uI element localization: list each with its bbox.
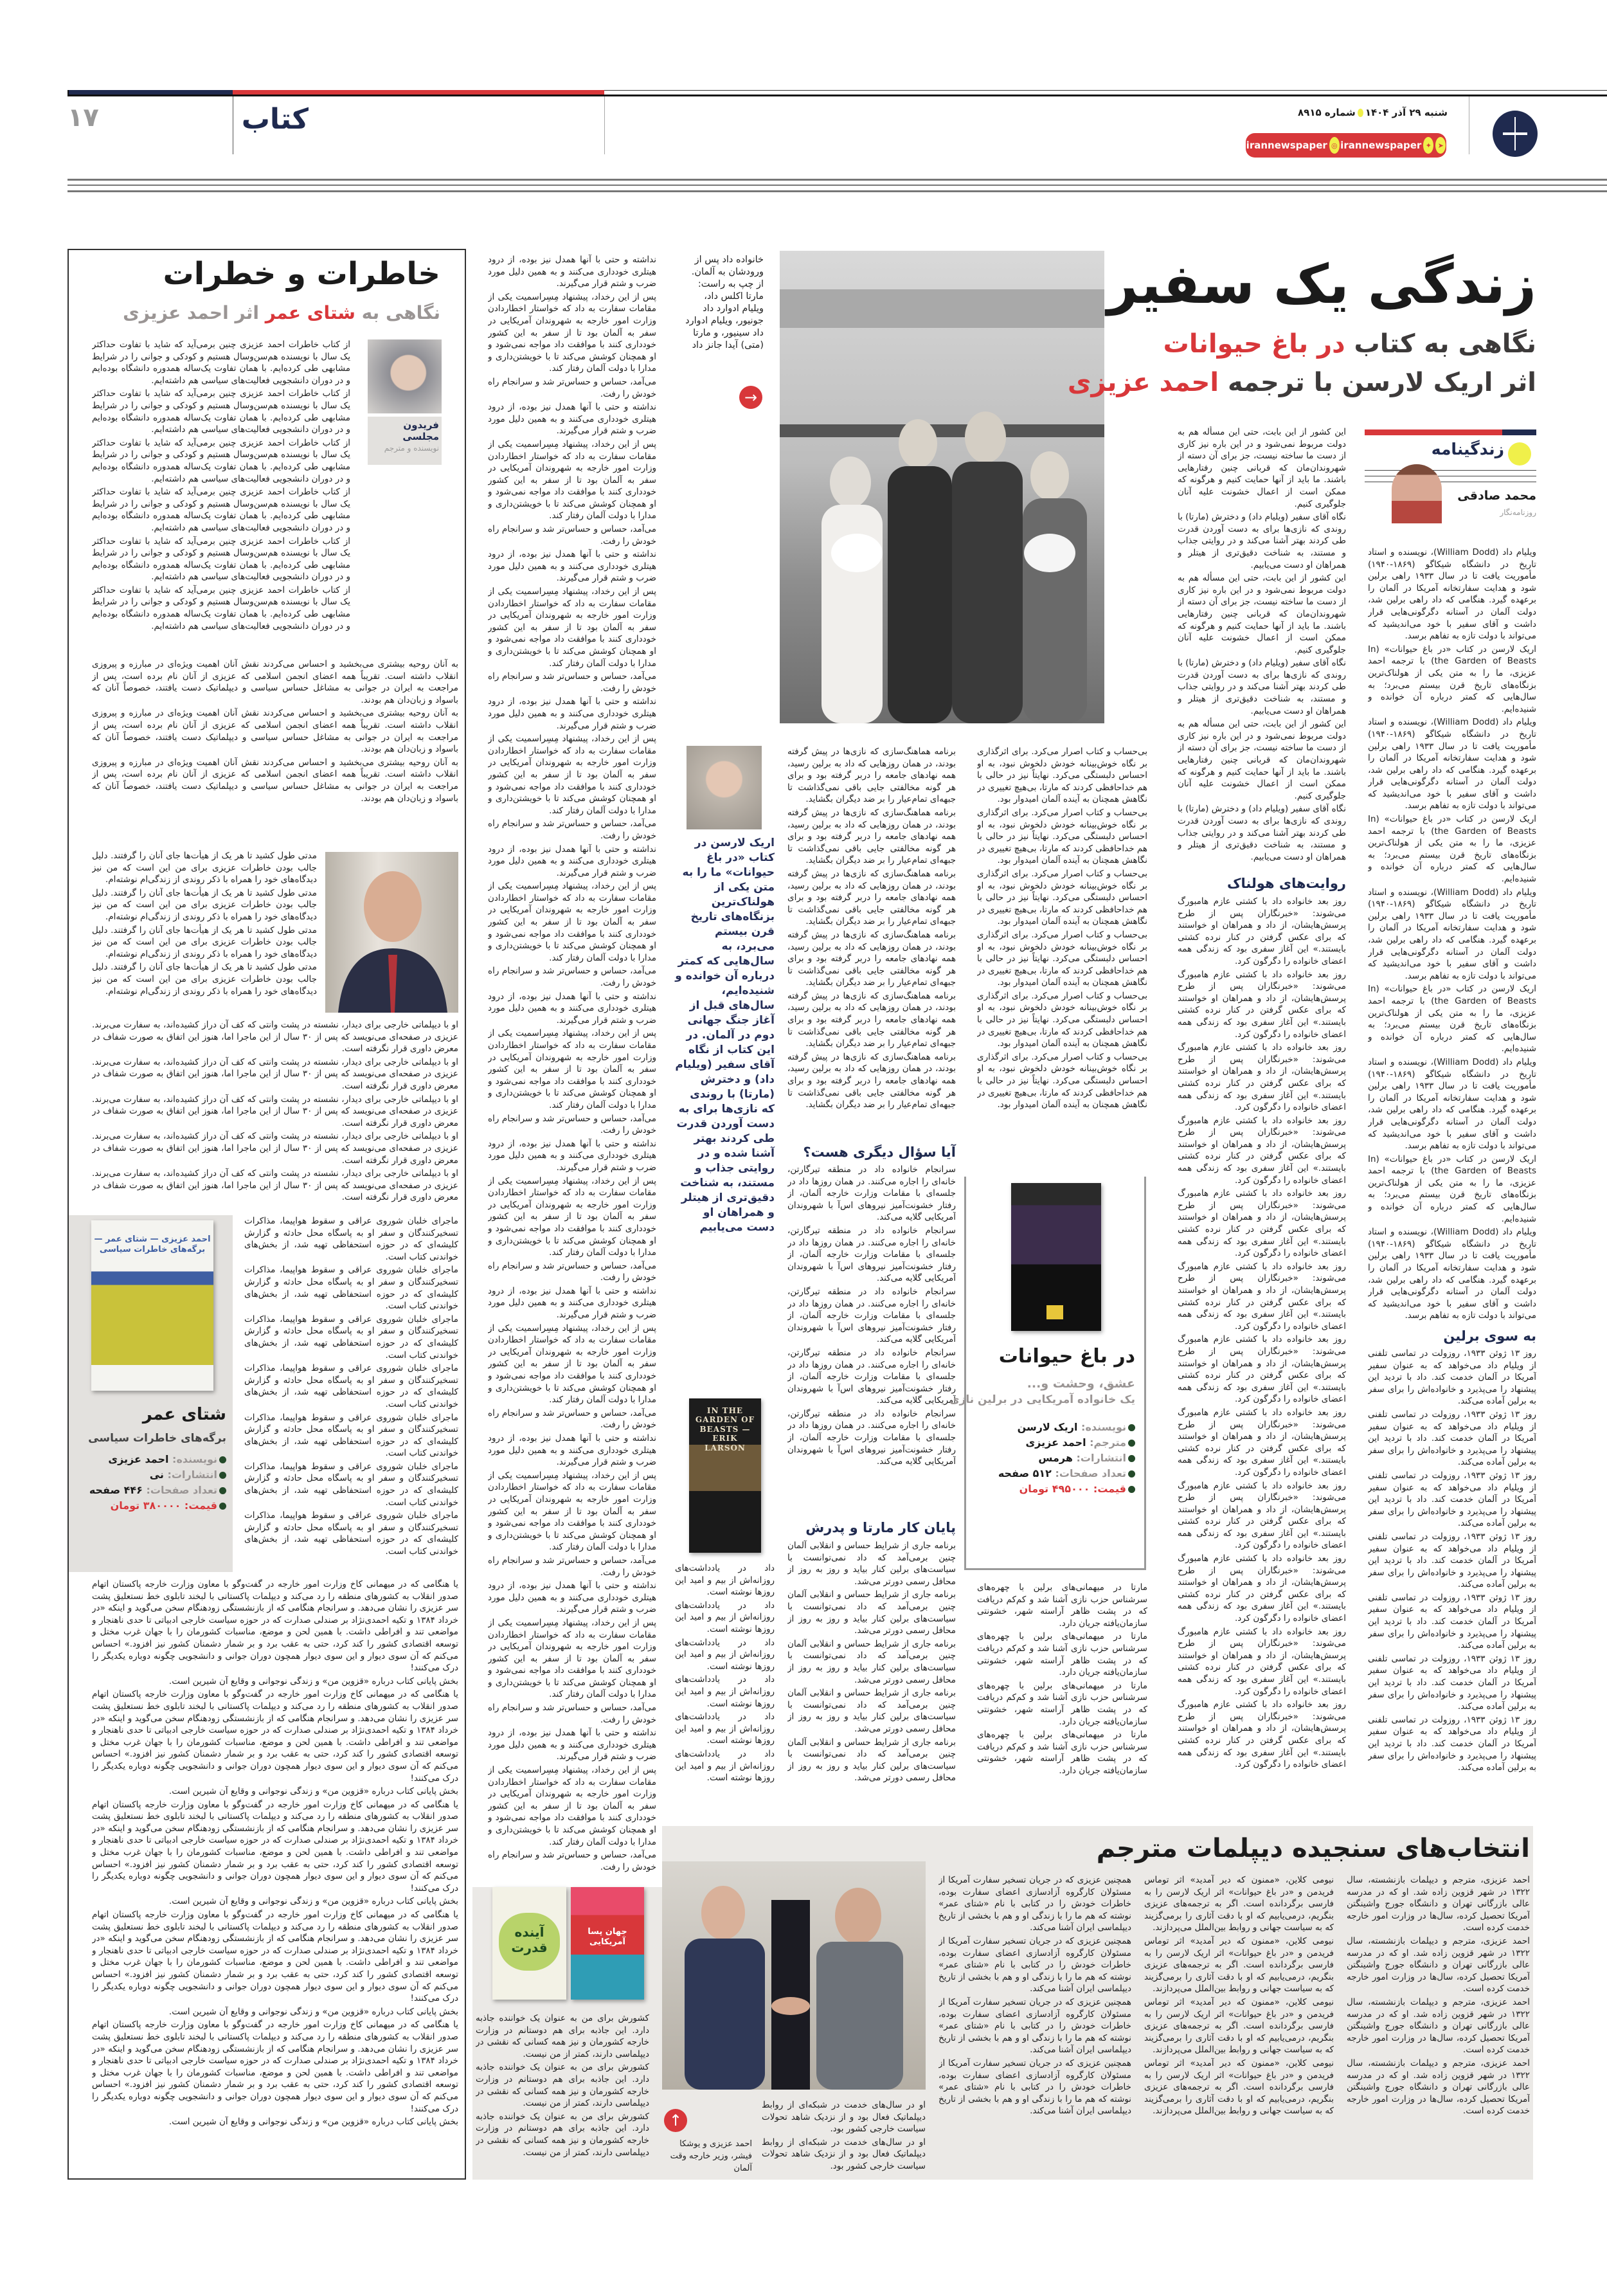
paragraph: داد در یادداشت‌های روزانه‌اش از بیم و امید این روزها نوشته است. bbox=[675, 1563, 775, 1598]
bottom-column bbox=[762, 2099, 926, 2176]
plus-logo-icon bbox=[1493, 111, 1538, 157]
paragraph: مدتی طول کشید تا هر یک از هیأت‌ها جای آنان را گرفتند. دلیل جالب بودن خاطرات عزیزی برای من این است که من نیز دیدگاه‌های خود را همراه با ذکر روندی از زندگی‌ام نوشته‌ام. bbox=[92, 925, 317, 959]
paragraph: روز ۱۳ ژوئن ۱۹۳۳، روزولت در تماسی تلفنی از ویلیام داد می‌خواهد که به عنوان سفیر آمریکا در آلمان خدمت کند. داد با تردید این پیشنهاد را می‌پذیرد و خانواده‌اش را برای سفر به برلین آماده می‌کند. bbox=[1368, 1531, 1536, 1590]
paragraph: روز بعد خانواده داد با کشتی عازم هامبورگ می‌شوند: «خبرنگاران پس از طرح پرسش‌هایشان، از داد و همراهان او خواستند که برای عکس گرفتن در کنار نرده کشتی بایستند.» این آغاز سفری بود که زندگی همه اعضای خانواده را دگرگون کرد. bbox=[1178, 1042, 1346, 1113]
paragraph: همچنین عزیزی که در جریان تسخیر سفارت آمریکا از مسئولان کارگروه آزادسازی اعضای سفارت بوده، خاطرات خودش را در کتابی با نام «شتای عمر» نوشته که هم ما را با زندگی او و هم با بخشی از تاریخ دیپلماسی ایران آشنا می‌کند. bbox=[938, 1875, 1131, 1933]
paragraph: روز ۱۳ ژوئن ۱۹۳۳، روزولت در تماسی تلفنی از ویلیام داد می‌خواهد که به عنوان سفیر آمریکا در آلمان خدمت کند. داد با تردید این پیشنهاد را می‌پذیرد و خانواده‌اش را برای سفر به برلین آماده می‌کند. bbox=[1368, 1653, 1536, 1712]
side-article-subtitle: نگاهی به شتای عمر اثر احمد عزیزی bbox=[123, 302, 440, 323]
paragraph: روز ۱۳ ژوئن ۱۹۳۳، روزولت در تماسی تلفنی از ویلیام داد می‌خواهد که به عنوان سفیر آمریکا در آلمان خدمت کند. داد با تردید این پیشنهاد را می‌پذیرد و خانواده‌اش را برای سفر به برلین آماده می‌کند. bbox=[1368, 1348, 1536, 1407]
instagram-icon: ◎ bbox=[1329, 137, 1340, 154]
paragraph: داد در یادداشت‌های روزانه‌اش از بیم و امید این روزها نوشته است. bbox=[675, 1674, 775, 1709]
book-info-box bbox=[949, 1177, 1146, 1570]
twitter-icon: ✦ bbox=[1423, 137, 1433, 154]
paragraph: روز ۱۳ ژوئن ۱۹۳۳، روزولت در تماسی تلفنی از ویلیام داد می‌خواهد که به عنوان سفیر آمریکا در آلمان خدمت کند. داد با تردید این پیشنهاد را می‌پذیرد و خانواده‌اش را برای سفر به برلین آماده می‌کند. bbox=[1368, 1409, 1536, 1468]
paragraph: نیومی کلاین، «ممنون که دیر آمدید» اثر توماس فریدمن و «در باغ حیوانات» اثر اریک لارسن را به فارسی برگردانده است. اگر به ترجمه‌های عزیزی بنگریم، درمی‌یابیم که او با دقت آثاری را برمی‌گزیند که به سیاست جهانی و روابط بین‌الملل می‌پردازند. bbox=[1144, 2057, 1334, 2117]
paragraph: نیومی کلاین، «ممنون که دیر آمدید» اثر توماس فریدمن و «در باغ حیوانات» اثر اریک لارسن را به فارسی برگردانده است. اگر به ترجمه‌های عزیزی بنگریم، درمی‌یابیم که او با دقت آثاری را برمی‌گزیند که به سیاست جهانی و روابط بین‌الملل می‌پردازند. bbox=[1144, 1996, 1334, 2056]
social-instagram[interactable] bbox=[1246, 137, 1340, 154]
article-column bbox=[1178, 896, 1346, 1811]
paragraph: او با دیپلماتی خارجی برای دیدار، نشسته در پشت وانتی که کف آن دراز کشیده‌اند، به سفارت می‌برند. عزیزی در صفحه‌ای می‌نویسد که پس از ۳۰ سال از این ماجرا اما، هنوز این اتفاق به صورت شفاف در معرض داوری قرار نگرفته است. bbox=[92, 1094, 458, 1128]
paragraph: ویلیام داد (William Dodd)، نویسنده و استاد تاریخ در دانشگاه شیکاگو (۱۸۶۹-۱۹۴۰) مأموریت یافت تا در سال ۱۹۳۳ راهی برلین شود و هدایت سفارتخانه آمریکا در آلمان را برعهده گیرد. هنگامی که داد راهی برلین شد، دولت آلمان در آستانه دگرگونی‌هایی قرار داشت و آقای سفیر با خود می‌اندیشید که می‌تواند با دولت تازه به تفاهم برسد. bbox=[1368, 1227, 1536, 1321]
arrow-up-icon: ↑ bbox=[664, 2109, 687, 2132]
telegram-icon: ➤ bbox=[1435, 137, 1446, 154]
paragraph: بخش پایانی کتاب درباره «قزوین من» و زندگی نوجوانی و وقایع آن شیرین است. bbox=[168, 1896, 458, 1907]
paragraph: مدتی طول کشید تا هر یک از هیأت‌ها جای آنان را گرفتند. دلیل جالب بودن خاطرات عزیزی برای من این است که من نیز دیدگاه‌های خود را همراه با ذکر روندی از زندگی‌ام نوشته‌ام. bbox=[92, 962, 317, 997]
bottom-column bbox=[938, 1874, 1131, 2176]
meta-publisher: انتشارات: نی bbox=[89, 1467, 226, 1483]
issue-date bbox=[1298, 107, 1448, 118]
paragraph: ویلیام داد (William Dodd)، نویسنده و استاد تاریخ در دانشگاه شیکاگو (۱۸۶۹-۱۹۴۰) مأموریت یافت تا در سال ۱۹۳۳ راهی برلین شود و هدایت سفارتخانه آمریکا در آلمان را برعهده گیرد. هنگامی که داد راهی برلین شد، دولت آلمان در آستانه دگرگونی‌هایی قرار داشت و آقای سفیر با خود می‌اندیشید که می‌تواند با دولت تازه به تفاهم برسد. bbox=[1368, 547, 1536, 642]
paragraph: از کتاب خاطرات احمد عزیزی چنین برمی‌آید که شاید با تفاوت حداکثر یک سال با نویسنده هم‌سن‌وسال هستیم و کودکی و جوانی را در شرایط مشابهی طی کرده‌ایم. با همان تفاوت یک‌ساله همدوره دانشگاه بوده‌ایم و در دوران دانشجویی فعالیت‌های سیاسی هم داشته‌ایم. bbox=[92, 388, 350, 435]
family-photo bbox=[780, 251, 1104, 723]
pull-quote: اریک لارسن در کتاب «در باغ حیوانات» ما را به متن یکی از هولناک‌ترین بزنگاه‌های تاریخ قرن بیستم می‌برد، به سال‌هایی که کمتر درباره آن خوانده و شنیده‌ایم، سال‌های قبل از آغاز جنگ جهانی دوم در آلمان. در این کتاب از نگاه آقای سفیر (ویلیام داد) و دخترش (مارتا) با روندی که نازی‌ها برای به دست آوردن قدرت طی کردند بهتر آشنا شده و در روایتی جذاب و مستند، به شناخت دقیق‌تری از هیتلر و همراهان او دست می‌یابیم bbox=[675, 836, 775, 1234]
paragraph: احمد عزیزی، مترجم و دیپلمات بازنشسته، سال ۱۳۲۲ در شهر قزوین زاده شد. او که در مدرسه عالی بازرگانی تهران و دانشگاه جورج واشینگتن آمریکا تحصیل کرده، سال‌ها در وزارت امور خارجه خدمت کرده است. bbox=[1347, 1935, 1530, 1994]
cover-lettering: آینده قدرت bbox=[511, 1924, 548, 1955]
paragraph: کشورش برای من به عنوان یک خواننده جاذبه دارد. این جاذبه برای هم دوستانم در وزارت خارجه کشورمان و نیز همه کسانی که نقشی در دیپلماسی دارند، کمتر از من نیست. bbox=[476, 2062, 649, 2109]
paragraph: بی‌حساب و کتاب اصرار می‌کرد. برای اثرگذاری بر نگاه خوش‌بینانه خودش دلخوش نبود، به او احساس دلبستگی می‌کرد. نهایتاً نیز در حالی با هم خداحافظی کردند که مارتا، بی‌هیچ تغییری در نگاهش همچنان به آینده آلمان امیدوار بود. bbox=[977, 807, 1147, 866]
article-column bbox=[1178, 426, 1346, 870]
divider bbox=[1365, 470, 1536, 471]
paragraph: می‌آمد، حساس و حساس‌تر شد و سرانجام راه خودش را رفت. bbox=[488, 1555, 656, 1578]
book-cover-shetaye-omr bbox=[91, 1220, 213, 1391]
article-column bbox=[1368, 547, 1536, 1324]
paragraph: می‌آمد، حساس و حساس‌تر شد و سرانجام راه خودش را رفت. bbox=[488, 524, 656, 547]
paragraph: می‌آمد، حساس و حساس‌تر شد و سرانجام راه خودش را رفت. bbox=[488, 376, 656, 399]
book-title: شتای عمر bbox=[142, 1405, 226, 1424]
paragraph: سرانجام خانواده داد در منطقه تیرگارتن، خانه‌ای را اجاره می‌کنند. در همان روزها داد در جلسه‌ای با مقامات وزارت خارجه آلمان، از رفتار خشونت‌آمیز نیروهای اس‌آ با شهروندان آمریکایی گلایه می‌کند. bbox=[787, 1286, 956, 1345]
paragraph: برنامه جاری از شرایط حساس و انقلابی آلمان چنین برمی‌آمد که داد نمی‌توانست با سیاست‌های برلین کنار بیاید و روز به روز از محافل رسمی دورتر می‌شد. bbox=[787, 1737, 956, 1784]
paragraph: نداشته و حتی با آنها همدل نیز بوده، از درود هیتلری خودداری می‌کنند و به همین دلیل مورد ضرب و شتم قرار می‌گیرند. bbox=[488, 255, 656, 289]
paragraph: او در سال‌های خدمت در شبکه‌ای از روابط دیپلماتیک فعال بود و از نزدیک شاهد تحولات سیاست خارجی کشور بود. bbox=[762, 2137, 926, 2171]
paragraph: بی‌حساب و کتاب اصرار می‌کرد. برای اثرگذاری بر نگاه خوش‌بینانه خودش دلخوش نبود، به او احساس دلبستگی می‌کرد. نهایتاً نیز در حالی با هم خداحافظی کردند که مارتا، بی‌هیچ تغییری در نگاهش همچنان به آینده آلمان امیدوار بود. bbox=[977, 868, 1147, 927]
paragraph: کشورش برای من به عنوان یک خواننده جاذبه دارد. این جاذبه برای هم دوستانم در وزارت خارجه کشورمان و نیز همه کسانی که نقشی در دیپلماسی دارند، کمتر از من نیست. bbox=[476, 2013, 649, 2059]
paragraph: روز ۱۳ ژوئن ۱۹۳۳، روزولت در تماسی تلفنی از ویلیام داد می‌خواهد که به عنوان سفیر آمریکا در آلمان خدمت کند. داد با تردید این پیشنهاد را می‌پذیرد و خانواده‌اش را برای سفر به برلین آماده می‌کند. bbox=[1368, 1470, 1536, 1529]
paragraph: اریک لارسن در کتاب «در باغ حیوانات» (In the Garden of Beasts) با ترجمه احمد عزیزی، ما را به متن یکی از هولناک‌ترین بزنگاه‌های تاریخ قرن بیستم می‌برد؛ به سال‌هایی که کمتر درباره آن خوانده و شنیده‌ایم. bbox=[1368, 644, 1536, 714]
paragraph: داد در یادداشت‌های روزانه‌اش از بیم و امید این روزها نوشته است. bbox=[675, 1712, 775, 1746]
paragraph: او با دیپلماتی خارجی برای دیدار، نشسته در پشت وانتی که کف آن دراز کشیده‌اند، به سفارت می‌برند. عزیزی در صفحه‌ای می‌نویسد که پس از ۳۰ سال از این ماجرا اما، هنوز این اتفاق به صورت شفاف در معرض داوری قرار نگرفته است. bbox=[92, 1168, 458, 1203]
paragraph: همچنین عزیزی که در جریان تسخیر سفارت آمریکا از مسئولان کارگروه آزادسازی اعضای سفارت بوده، خاطرات خودش را در کتابی با نام «شتای عمر» نوشته که هم ما را با زندگی او و هم با بخشی از تاریخ دیپلماسی ایران آشنا می‌کند. bbox=[938, 1996, 1131, 2056]
paragraph: ماجرای خلبان شوروی عراقی و سقوط هواپیما، مذاکرات تسخیرکنندگان و سفر او به پاسگاه محل حادثه و گزارش کلیشه‌ای که در حوزه استحفاظی تهیه شد، از بخش‌های خواندنی کتاب است. bbox=[244, 1265, 458, 1312]
side-column bbox=[92, 1019, 458, 1212]
paragraph: نداشته و حتی با آنها همدل نیز بوده، از درود هیتلری خودداری می‌کنند و به همین دلیل مورد ضرب و شتم قرار می‌گیرند. bbox=[488, 549, 656, 584]
book-subtitle: عشق، وحشت و... یک خانواده آمریکایی در برلین نازی bbox=[949, 1377, 1135, 1406]
article-column bbox=[787, 1540, 956, 1811]
paragraph: برنامه هماهنگ‌سازی که نازی‌ها در پیش گرفته بودند، در همان روزهایی که داد به برلین رسید، همه نهادهای جامعه را دربر گرفته بود و برای هر گونه مخالفتی جایی باقی نمی‌گذاشت تا جبهه‌ای تمام‌عیار را بر ضد دیگران بگشاید. bbox=[787, 807, 956, 866]
paragraph: برنامه هماهنگ‌سازی که نازی‌ها در پیش گرفته بودند، در همان روزهایی که داد به برلین رسید، همه نهادهای جامعه را دربر گرفته بود و برای هر گونه مخالفتی جایی باقی نمی‌گذاشت تا جبهه‌ای تمام‌عیار را بر ضد دیگران بگشاید. bbox=[787, 929, 956, 988]
paragraph: او با دیپلماتی خارجی برای دیدار، نشسته در پشت وانتی که کف آن دراز کشیده‌اند، به سفارت می‌برند. عزیزی در صفحه‌ای می‌نویسد که پس از ۳۰ سال از این ماجرا اما، هنوز این اتفاق به صورت شفاف در معرض داوری قرار نگرفته است. bbox=[92, 1056, 458, 1091]
paragraph: برنامه جاری از شرایط حساس و انقلابی آلمان چنین برمی‌آمد که داد نمی‌توانست با سیاست‌های برلین کنار بیاید و روز به روز از محافل رسمی دورتر می‌شد. bbox=[787, 1638, 956, 1685]
bottom-section-title: انتخاب‌های سنجیده دیپلمات مترجم bbox=[1096, 1834, 1530, 1863]
paragraph: به آنان روحیه بیشتری می‌بخشید و احساس می‌کردند نقش آنان اهمیت ویژه‌ای در مبارزه و پیروزی انقلاب داشته است. تقریباً همه اعضای انجمن اسلامی که عزیزی از آنان نام برده است، پس از مراجعت به ایران در جوانی به مشاغل حساس سیاسی و دیپلماتیک دست یافتند، خصوصاً آنان که باسواد و زبان‌دان هم بودند. bbox=[92, 757, 458, 804]
side-column bbox=[92, 850, 317, 1014]
paragraph: روز بعد خانواده داد با کشتی عازم هامبورگ می‌شوند: «خبرنگاران پس از طرح پرسش‌هایشان، از داد و همراهان او خواستند که برای عکس گرفتن در کنار نرده کشتی بایستند.» این آغاز سفری بود که زندگی همه اعضای خانواده را دگرگون کرد. bbox=[1178, 1407, 1346, 1478]
paragraph: داد در یادداشت‌های روزانه‌اش از بیم و امید این روزها نوشته است. bbox=[675, 1748, 775, 1784]
paragraph: نداشته و حتی با آنها همدل نیز بوده، از درود هیتلری خودداری می‌کنند و به همین دلیل مورد ضرب و شتم قرار می‌گیرند. bbox=[488, 1138, 656, 1173]
paragraph: بخش پایانی کتاب درباره «قزوین من» و زندگی نوجوانی و وقایع آن شیرین است. bbox=[168, 2006, 458, 2017]
paragraph: اریک لارسن در کتاب «در باغ حیوانات» (In the Garden of Beasts) با ترجمه احمد عزیزی، ما را به متن یکی از هولناک‌ترین بزنگاه‌های تاریخ قرن بیستم می‌برد؛ به سال‌هایی که کمتر درباره آن خوانده و شنیده‌ایم. bbox=[1368, 814, 1536, 885]
main-headline: زندگی یک سفیر bbox=[1107, 253, 1536, 316]
author-role: روزنامه‌نگار bbox=[1500, 508, 1536, 517]
paragraph: بی‌حساب و کتاب اصرار می‌کرد. برای اثرگذاری بر نگاه خوش‌بینانه خودش دلخوش نبود، به او احساس دلبستگی می‌کرد. نهایتاً نیز در حالی با هم خداحافظی کردند که مارتا، بی‌هیچ تغییری در نگاهش همچنان به آینده آلمان امیدوار بود. bbox=[977, 1051, 1147, 1110]
section-heading: پایان کار مارتا و پدرش bbox=[805, 1520, 956, 1535]
book-meta bbox=[89, 1452, 226, 1514]
divider bbox=[604, 96, 605, 154]
paragraph: از کتاب خاطرات احمد عزیزی چنین برمی‌آید که شاید با تفاوت حداکثر یک سال با نویسنده هم‌سن‌وسال هستیم و کودکی و جوانی را در شرایط مشابهی طی کرده‌ایم. با همان تفاوت یک‌ساله همدوره دانشگاه بوده‌ایم و در دوران دانشجویی فعالیت‌های سیاسی هم داشته‌ایم. bbox=[92, 339, 350, 386]
paragraph: یا هنگامی که در میهمانی کاخ وزارت امور خارجه در گفت‌وگو با معاون وزارت خارجه پاکستان اتهام صدور انقلاب به کشورهای منطقه را رد می‌کند و دیپلمات پاکستانی با لبخند تابلوی خط نستعلیق پشت سر عزیزی را نشان می‌دهد. و سرانجام هنگامی که از بازنشستگی زودهنگام سخن می‌گوید و اینکه «در خرداد ۱۳۸۴ و تکیه احمدی‌نژاد بر صندلی صدارت که در حوزه سیاست خارجی ادبیاتی تا حدی ناهنجار و مواضعی تند و افراطی داشت. با همین لحن و موضع، مناسبات کشورمان را با جهان غرب مختل و توسعه اقتصادی کشور را کند کرد، حتی به عقب برد و بر شمار دشمنان کشور نیز افزود.» احساس می‌کنم که آن سوی دیوار و این سوی دیوار همچون دوران جوانی و دانشجویی چگونه دوباره یکدیگر را درک می‌کنند! bbox=[92, 1799, 458, 1894]
paragraph: ویلیام داد (William Dodd)، نویسنده و استاد تاریخ در دانشگاه شیکاگو (۱۸۶۹-۱۹۴۰) مأموریت یافت تا در سال ۱۹۳۳ راهی برلین شود و هدایت سفارتخانه آمریکا در آلمان را برعهده گیرد. هنگامی که داد راهی برلین شد، دولت آلمان در آستانه دگرگونی‌هایی قرار داشت و آقای سفیر با خود می‌اندیشید که می‌تواند با دولت تازه به تفاهم برسد. bbox=[1368, 717, 1536, 811]
paragraph: نیومی کلاین، «ممنون که دیر آمدید» اثر توماس فریدمن و «در باغ حیوانات» اثر اریک لارسن را به فارسی برگردانده است. اگر به ترجمه‌های عزیزی بنگریم، درمی‌یابیم که او با دقت آثاری را برمی‌گزیند که به سیاست جهانی و روابط بین‌الملل می‌پردازند. bbox=[1144, 1935, 1334, 1994]
photo-caption: احمد عزیزی و یوشکا فیشر، وزیر خارجه وقت آلمان bbox=[670, 2139, 752, 2173]
paragraph: اریک لارسن در کتاب «در باغ حیوانات» (In the Garden of Beasts) با ترجمه احمد عزیزی، ما را به متن یکی از هولناک‌ترین بزنگاه‌های تاریخ قرن بیستم می‌برد؛ به سال‌هایی که کمتر درباره آن خوانده و شنیده‌ایم. bbox=[1368, 1153, 1536, 1224]
paragraph: او در سال‌های خدمت در شبکه‌ای از روابط دیپلماتیک فعال بود و از نزدیک شاهد تحولات سیاست خارجی کشور بود. bbox=[762, 2100, 926, 2135]
paragraph: یا هنگامی که در میهمانی کاخ وزارت امور خارجه در گفت‌وگو با معاون وزارت خارجه پاکستان اتهام صدور انقلاب به کشورهای منطقه را رد می‌کند و دیپلمات پاکستانی با لبخند تابلوی خط نستعلیق پشت سر عزیزی را نشان می‌دهد. و سرانجام هنگامی که از بازنشستگی زودهنگام سخن می‌گوید و اینکه «در خرداد ۱۳۸۴ و تکیه احمدی‌نژاد بر صندلی صدارت که در حوزه سیاست خارجی ادبیاتی تا حدی ناهنجار و مواضعی تند و افراطی داشت. با همین لحن و موضع، مناسبات کشورمان را با جهان غرب مختل و توسعه اقتصادی کشور را کند کرد، حتی به عقب برد و بر شمار دشمنان کشور نیز افزود.» احساس می‌کنم که آن سوی دیوار و این سوی دیوار همچون دوران جوانی و دانشجویی چگونه دوباره یکدیگر را درک می‌کنند! bbox=[92, 1910, 458, 2004]
paragraph: بی‌حساب و کتاب اصرار می‌کرد. برای اثرگذاری بر نگاه خوش‌بینانه خودش دلخوش نبود، به او احساس دلبستگی می‌کرد. نهایتاً نیز در حالی با هم خداحافظی کردند که مارتا، بی‌هیچ تغییری در نگاهش همچنان به آینده آلمان امیدوار بود. bbox=[977, 929, 1147, 988]
social-handle: irannewspaper bbox=[1340, 140, 1422, 151]
paragraph: نگاه آقای سفیر (ویلیام داد) و دخترش (مارتا) با روندی که نازی‌ها برای به دست آوردن قدرت طی کردند بهتر آشنا می‌کند و در روایتی جذاب و مستند، به شناخت دقیق‌تری از هیتلر و همراهان او دست می‌یابیم. bbox=[1178, 658, 1346, 716]
paragraph: روز بعد خانواده داد با کشتی عازم هامبورگ می‌شوند: «خبرنگاران پس از طرح پرسش‌هایشان، از داد و همراهان او خواستند که برای عکس گرفتن در کنار نرده کشتی بایستند.» این آغاز سفری بود که زندگی همه اعضای خانواده را دگرگون کرد. bbox=[1178, 969, 1346, 1040]
paragraph: روز ۱۳ ژوئن ۱۹۳۳، روزولت در تماسی تلفنی از ویلیام داد می‌خواهد که به عنوان سفیر آمریکا در آلمان خدمت کند. داد با تردید این پیشنهاد را می‌پذیرد و خانواده‌اش را برای سفر به برلین آماده می‌کند. bbox=[1368, 1592, 1536, 1651]
bottom-column bbox=[1347, 1874, 1530, 2176]
paragraph: از کتاب خاطرات احمد عزیزی چنین برمی‌آید که شاید با تفاوت حداکثر یک سال با نویسنده هم‌سن‌وسال هستیم و کودکی و جوانی را در شرایط مشابهی طی کرده‌ایم. با همان تفاوت یک‌ساله همدوره دانشگاه بوده‌ایم و در دوران دانشجویی فعالیت‌های سیاسی هم داشته‌ایم. bbox=[92, 536, 350, 583]
paragraph: به آنان روحیه بیشتری می‌بخشید و احساس می‌کردند نقش آنان اهمیت ویژه‌ای در مبارزه و پیروزی انقلاب داشته است. تقریباً همه اعضای انجمن اسلامی که عزیزی از آنان نام برده است، پس از مراجعت به ایران در جوانی به مشاغل حساس سیاسی و دیپلماتیک دست یافتند، خصوصاً آنان که باسواد و زبان‌دان هم بودند. bbox=[92, 659, 458, 705]
paragraph: روز بعد خانواده داد با کشتی عازم هامبورگ می‌شوند: «خبرنگاران پس از طرح پرسش‌هایشان، از داد و همراهان او خواستند که برای عکس گرفتن در کنار نرده کشتی بایستند.» این آغاز سفری بود که زندگی همه اعضای خانواده را دگرگون کرد. bbox=[1178, 1261, 1346, 1332]
paragraph: این کشور از این بابت، حتی این مسأله هم به دولت مربوط نمی‌شود و در این باره نیز کاری از دست ما ساخته نیست، جز برای آن دسته از شهروندان‌مان که قربانی چنین رفتارهایی باشند. ما باید از آنها حمایت کنیم و هرگونه که ممکن است از اعمال خشونت علیه آنان جلوگیری کنیم. bbox=[1178, 573, 1346, 655]
main-subtitle-2: اثر اریک لارسن با ترجمه احمد عزیزی bbox=[1067, 368, 1536, 397]
side-column bbox=[92, 658, 458, 845]
paragraph: می‌آمد، حساس و حساس‌تر شد و سرانجام راه خودش را رفت. bbox=[488, 1113, 656, 1136]
bio-bar bbox=[1365, 429, 1536, 435]
paragraph: نداشته و حتی با آنها همدل نیز بوده، از درود هیتلری خودداری می‌کنند و به همین دلیل مورد ضرب و شتم قرار می‌گیرند. bbox=[488, 1728, 656, 1762]
paragraph: سرانجام خانواده داد در منطقه تیرگارتن، خانه‌ای را اجاره می‌کنند. در همان روزها داد در جلسه‌ای با مقامات وزارت خارجه آلمان، از رفتار خشونت‌آمیز نیروهای اس‌آ با شهروندان آمریکایی گلایه می‌کند. bbox=[787, 1408, 956, 1467]
article-column bbox=[787, 1164, 956, 1514]
paragraph: می‌آمد، حساس و حساس‌تر شد و سرانجام راه خودش را رفت. bbox=[488, 671, 656, 694]
paragraph: روز بعد خانواده داد با کشتی عازم هامبورگ می‌شوند: «خبرنگاران پس از طرح پرسش‌هایشان، از داد و همراهان او خواستند که برای عکس گرفتن در کنار نرده کشتی بایستند.» این آغاز سفری بود که زندگی همه اعضای خانواده را دگرگون کرد. bbox=[1178, 1188, 1346, 1259]
author-portrait bbox=[1392, 464, 1442, 523]
arrow-right-icon: → bbox=[739, 386, 762, 409]
paragraph: پس از این رخداد، پیشنهاد مِسِراسمیت یکی از مقامات سفارت به داد که خواستار اخطاردادن وزارت امور خارجه به شهروندان آمریکایی در سفر به آلمان بود تا از سفر به این کشور خودداری کنند با موافقت داد مواجه نمی‌شود و او همچنان کوشش می‌کند تا با خویشتن‌داری و مدارا با دولت آلمان رفتار کند. bbox=[488, 1765, 656, 1847]
social-telegram-twitter[interactable] bbox=[1340, 137, 1446, 154]
side-book-box bbox=[69, 1215, 233, 1572]
book-cover-larson-english bbox=[689, 1398, 761, 1553]
article-column bbox=[977, 1582, 1147, 1811]
section-title: کتاب bbox=[241, 103, 309, 136]
paragraph: اریک لارسن در کتاب «در باغ حیوانات» (In the Garden of Beasts) با ترجمه احمد عزیزی، ما را به متن یکی از هولناک‌ترین بزنگاه‌های تاریخ قرن بیستم می‌برد؛ به سال‌هایی که کمتر درباره آن خوانده و شنیده‌ایم. bbox=[1368, 984, 1536, 1054]
meta-price: قیمت: ۴۹۵۰۰۰ تومان bbox=[998, 1481, 1135, 1497]
article-column bbox=[675, 1562, 775, 1811]
bio-label: زندگینامه bbox=[1431, 440, 1504, 458]
paragraph: از کتاب خاطرات احمد عزیزی چنین برمی‌آید که شاید با تفاوت حداکثر یک سال با نویسنده هم‌سن‌وسال هستیم و کودکی و جوانی را در شرایط مشابهی طی کرده‌ایم. با همان تفاوت یک‌ساله همدوره دانشگاه بوده‌ایم و در دوران دانشجویی فعالیت‌های سیاسی هم داشته‌ایم. bbox=[92, 584, 350, 631]
paragraph: نداشته و حتی با آنها همدل نیز بوده، از درود هیتلری خودداری می‌کنند و به همین دلیل مورد ضرب و شتم قرار می‌گیرند. bbox=[488, 1433, 656, 1468]
section-heading: آیا سؤال دیگری هست؟ bbox=[803, 1144, 956, 1160]
paragraph: از کتاب خاطرات احمد عزیزی چنین برمی‌آید که شاید با تفاوت حداکثر یک سال با نویسنده هم‌سن‌وسال هستیم و کودکی و جوانی را در شرایط مشابهی طی کرده‌ایم. با همان تفاوت یک‌ساله همدوره دانشگاه بوده‌ایم و در دوران دانشجویی فعالیت‌های سیاسی هم داشته‌ایم. bbox=[92, 487, 350, 533]
cover-lettering: جهان پسا آمریکایی bbox=[588, 1927, 627, 1947]
meta-author: نویسنده: احمد عزیزی bbox=[89, 1452, 226, 1467]
paragraph: مارتا در میهمانی‌های برلین با چهره‌های سرشناس حزب نازی آشنا شد و کم‌کم دریافت که در پشت ظاهر آراسته شهر، خشونتی سازمان‌یافته جریان دارد. bbox=[977, 1680, 1147, 1727]
paragraph: ماجرای خلبان شوروی عراقی و سقوط هواپیما، مذاکرات تسخیرکنندگان و سفر او به پاسگاه محل حادثه و گزارش کلیشه‌ای که در حوزه استحفاظی تهیه شد، از بخش‌های خواندنی کتاب است. bbox=[244, 1510, 458, 1557]
divider bbox=[67, 190, 1607, 192]
side-article-title: خاطرات و خطرات bbox=[163, 256, 440, 292]
paragraph: به آنان روحیه بیشتری می‌بخشید و احساس می‌کردند نقش آنان اهمیت ویژه‌ای در مبارزه و پیروزی انقلاب داشته است. تقریباً همه اعضای انجمن اسلامی که عزیزی از آنان نام برده است، پس از مراجعت به ایران در جوانی به مشاغل حساس سیاسی و دیپلماتیک دست یافتند، خصوصاً آنان که باسواد و زبان‌دان هم بودند. bbox=[92, 708, 458, 755]
paragraph: نداشته و حتی با آنها همدل نیز بوده، از درود هیتلری خودداری می‌کنند و به همین دلیل مورد ضرب و شتم قرار می‌گیرند. bbox=[488, 991, 656, 1026]
paragraph: بی‌حساب و کتاب اصرار می‌کرد. برای اثرگذاری بر نگاه خوش‌بینانه خودش دلخوش نبود، به او احساس دلبستگی می‌کرد. نهایتاً نیز در حالی با هم خداحافظی کردند که مارتا، بی‌هیچ تغییری در نگاهش همچنان به آینده آلمان امیدوار بود. bbox=[977, 990, 1147, 1049]
meta-pages: تعداد صفحات: ۴۴۶ صفحه bbox=[89, 1483, 226, 1498]
meta-pages: تعداد صفحات: ۵۱۲ صفحه bbox=[998, 1466, 1135, 1481]
paragraph: می‌آمد، حساس و حساس‌تر شد و سرانجام راه خودش را رفت. bbox=[488, 1260, 656, 1283]
paragraph: یا هنگامی که در میهمانی کاخ وزارت امور خارجه در گفت‌وگو با معاون وزارت خارجه پاکستان اتهام صدور انقلاب به کشورهای منطقه را رد می‌کند و دیپلمات پاکستانی با لبخند تابلوی خط نستعلیق پشت سر عزیزی را نشان می‌دهد. و سرانجام هنگامی که از بازنشستگی زودهنگام سخن می‌گوید و اینکه «در خرداد ۱۳۸۴ و تکیه احمدی‌نژاد بر صندلی صدارت که در حوزه سیاست خارجی ادبیاتی تا حدی ناهنجار و مواضعی تند و افراطی داشت. با همین لحن و موضع، مناسبات کشورمان را با جهان غرب مختل و توسعه اقتصادی کشور را کند کرد، حتی به عقب برد و بر شمار دشمنان کشور نیز افزود.» احساس می‌کنم که آن سوی دیوار و این سوی دیوار همچون دوران جوانی و دانشجویی چگونه دوباره یکدیگر را درک می‌کنند! bbox=[92, 1579, 458, 1674]
paragraph: روز بعد خانواده داد با کشتی عازم هامبورگ می‌شوند: «خبرنگاران پس از طرح پرسش‌هایشان، از داد و همراهان او خواستند که برای عکس گرفتن در کنار نرده کشتی بایستند.» این آغاز سفری بود که زندگی همه اعضای خانواده را دگرگون کرد. bbox=[1178, 1480, 1346, 1551]
fereydoun-majlesi-portrait bbox=[368, 339, 442, 413]
paragraph: برنامه جاری از شرایط حساس و انقلابی آلمان چنین برمی‌آمد که داد نمی‌توانست با سیاست‌های برلین کنار بیاید و روز به روز از محافل رسمی دورتر می‌شد. bbox=[787, 1688, 956, 1734]
paragraph: ماجرای خلبان شوروی عراقی و سقوط هواپیما، مذاکرات تسخیرکنندگان و سفر او به پاسگاه محل حادثه و گزارش کلیشه‌ای که در حوزه استحفاظی تهیه شد، از بخش‌های خواندنی کتاب است. bbox=[244, 1461, 458, 1508]
issue-number: شماره ۸۹۱۵ bbox=[1298, 107, 1356, 118]
paragraph: ماجرای خلبان شوروی عراقی و سقوط هواپیما، مذاکرات تسخیرکنندگان و سفر او به پاسگاه محل حادثه و گزارش کلیشه‌ای که در حوزه استحفاظی تهیه شد، از بخش‌های خواندنی کتاب است. bbox=[244, 1363, 458, 1409]
paragraph: می‌آمد، حساس و حساس‌تر شد و سرانجام راه خودش را رفت. bbox=[488, 1407, 656, 1431]
paragraph: روز ۱۳ ژوئن ۱۹۳۳، روزولت در تماسی تلفنی از ویلیام داد می‌خواهد که به عنوان سفیر آمریکا در آلمان خدمت کند. داد با تردید این پیشنهاد را می‌پذیرد و خانواده‌اش را برای سفر به برلین آماده می‌کند. bbox=[1368, 1714, 1536, 1773]
paragraph: پس از این رخداد، پیشنهاد مِسِراسمیت یکی از مقامات سفارت به داد که خواستار اخطاردادن وزارت امور خارجه به شهروندان آمریکایی در سفر به آلمان بود تا از سفر به این کشور خودداری کنند با موافقت داد مواجه نمی‌شود و او همچنان کوشش می‌کند تا با خویشتن‌داری و مدارا با دولت آلمان رفتار کند. bbox=[488, 291, 656, 374]
paragraph: همچنین عزیزی که در جریان تسخیر سفارت آمریکا از مسئولان کارگروه آزادسازی اعضای سفارت بوده، خاطرات خودش را در کتابی با نام «شتای عمر» نوشته که هم ما را با زندگی او و هم با بخشی از تاریخ دیپلماسی ایران آشنا می‌کند. bbox=[938, 1935, 1131, 1994]
author-name: محمد صادقی bbox=[1457, 489, 1536, 503]
paragraph: احمد عزیزی، مترجم و دیپلمات بازنشسته، سال ۱۳۲۲ در شهر قزوین زاده شد. او که در مدرسه عالی بازرگانی تهران و دانشگاه جورج واشینگتن آمریکا تحصیل کرده، سال‌ها در وزارت امور خارجه خدمت کرده است. bbox=[1347, 1875, 1530, 1933]
paragraph: احمد عزیزی، مترجم و دیپلمات بازنشسته، سال ۱۳۲۲ در شهر قزوین زاده شد. او که در مدرسه عالی بازرگانی تهران و دانشگاه جورج واشینگتن آمریکا تحصیل کرده، سال‌ها در وزارت امور خارجه خدمت کرده است. bbox=[1347, 2057, 1530, 2117]
side-column bbox=[244, 1215, 458, 1572]
bottom-column bbox=[476, 2012, 649, 2176]
bullet-dot-icon bbox=[1508, 442, 1531, 466]
paragraph: روز بعد خانواده داد با کشتی عازم هامبورگ می‌شوند: «خبرنگاران پس از طرح پرسش‌هایشان، از داد و همراهان او خواستند که برای عکس گرفتن در کنار نرده کشتی بایستند.» این آغاز سفری بود که زندگی همه اعضای خانواده را دگرگون کرد. bbox=[1178, 1334, 1346, 1405]
portrait-caption: فریدون مجلسی نویسنده و مترجم bbox=[368, 417, 442, 465]
book-meta bbox=[998, 1420, 1135, 1497]
paragraph: نداشته و حتی با آنها همدل نیز بوده، از درود هیتلری خودداری می‌کنند و به همین دلیل مورد ضرب و شتم قرار می‌گیرند. bbox=[488, 696, 656, 731]
paragraph: ویلیام داد (William Dodd)، نویسنده و استاد تاریخ در دانشگاه شیکاگو (۱۸۶۹-۱۹۴۰) مأموریت یافت تا در سال ۱۹۳۳ راهی برلین شود و هدایت سفارتخانه آمریکا در آلمان را برعهده گیرد. هنگامی که داد راهی برلین شد، دولت آلمان در آستانه دگرگونی‌هایی قرار داشت و آقای سفیر با خود می‌اندیشید که می‌تواند با دولت تازه به تفاهم برسد. bbox=[1368, 887, 1536, 981]
paragraph: برنامه هماهنگ‌سازی که نازی‌ها در پیش گرفته بودند، در همان روزهایی که داد به برلین رسید، همه نهادهای جامعه را دربر گرفته بود و برای هر گونه مخالفتی جایی باقی نمی‌گذاشت تا جبهه‌ای تمام‌عیار را بر ضد دیگران بگشاید. bbox=[787, 1051, 956, 1110]
paragraph: ماجرای خلبان شوروی عراقی و سقوط هواپیما، مذاکرات تسخیرکنندگان و سفر او به پاسگاه محل حادثه و گزارش کلیشه‌ای که در حوزه استحفاظی تهیه شد، از بخش‌های خواندنی کتاب است. bbox=[244, 1412, 458, 1459]
paragraph: پس از این رخداد، پیشنهاد مِسِراسمیت یکی از مقامات سفارت به داد که خواستار اخطاردادن وزارت امور خارجه به شهروندان آمریکایی در سفر به آلمان بود تا از سفر به این کشور خودداری کنند با موافقت داد مواجه نمی‌شود و او همچنان کوشش می‌کند تا با خویشتن‌داری و مدارا با دولت آلمان رفتار کند. bbox=[488, 1323, 656, 1406]
paragraph: روز بعد خانواده داد با کشتی عازم هامبورگ می‌شوند: «خبرنگاران پس از طرح پرسش‌هایشان، از داد و همراهان او خواستند که برای عکس گرفتن در کنار نرده کشتی بایستند.» این آغاز سفری بود که زندگی همه اعضای خانواده را دگرگون کرد. bbox=[1178, 1553, 1346, 1624]
paragraph: برنامه جاری از شرایط حساس و انقلابی آلمان چنین برمی‌آمد که داد نمی‌توانست با سیاست‌های برلین کنار بیاید و روز به روز از محافل رسمی دورتر می‌شد. bbox=[787, 1541, 956, 1587]
book-cover-ayandeh-ghodrat bbox=[492, 1887, 566, 2000]
book-cover-in-the-garden bbox=[1011, 1183, 1101, 1331]
book-title: در باغ حیوانات bbox=[998, 1345, 1135, 1368]
book-cover-post-american-world bbox=[571, 1887, 644, 2000]
page-number: ۱۷ bbox=[67, 103, 99, 132]
paragraph: یا هنگامی که در میهمانی کاخ وزارت امور خارجه در گفت‌وگو با معاون وزارت خارجه پاکستان اتهام صدور انقلاب به کشورهای منطقه را رد می‌کند و دیپلمات پاکستانی با لبخند تابلوی خط نستعلیق پشت سر عزیزی را نشان می‌دهد. و سرانجام هنگامی که از بازنشستگی زودهنگام سخن می‌گوید و اینکه «در خرداد ۱۳۸۴ و تکیه احمدی‌نژاد بر صندلی صدارت که در حوزه سیاست خارجی ادبیاتی تا حدی ناهنجار و مواضعی تند و افراطی داشت. با همین لحن و موضع، مناسبات کشورمان را با جهان غرب مختل و توسعه اقتصادی کشور را کند کرد، حتی به عقب برد و بر شمار دشمنان کشور نیز افزود.» احساس می‌کنم که آن سوی دیوار و این سوی دیوار همچون دوران جوانی و دانشجویی چگونه دوباره یکدیگر را درک می‌کنند! bbox=[92, 2020, 458, 2114]
paragraph: سرانجام خانواده داد در منطقه تیرگارتن، خانه‌ای را اجاره می‌کنند. در همان روزها داد در جلسه‌ای با مقامات وزارت خارجه آلمان، از رفتار خشونت‌آمیز نیروهای اس‌آ با شهروندان آمریکایی گلایه می‌کند. bbox=[787, 1225, 956, 1284]
paragraph: نداشته و حتی با آنها همدل نیز بوده، از درود هیتلری خودداری می‌کنند و به همین دلیل مورد ضرب و شتم قرار می‌گیرند. bbox=[488, 1285, 656, 1321]
paragraph: همچنین عزیزی که در جریان تسخیر سفارت آمریکا از مسئولان کارگروه آزادسازی اعضای سفارت بوده، خاطرات خودش را در کتابی با نام «شتای عمر» نوشته که هم ما را با زندگی او و هم با بخشی از تاریخ دیپلماسی ایران آشنا می‌کند. bbox=[938, 2057, 1131, 2117]
paragraph: داد در یادداشت‌های روزانه‌اش از بیم و امید این روزها نوشته است. bbox=[675, 1637, 775, 1672]
social-handle: irannewspaper bbox=[1246, 140, 1327, 151]
paragraph: یا هنگامی که در میهمانی کاخ وزارت امور خارجه در گفت‌وگو با معاون وزارت خارجه پاکستان اتهام صدور انقلاب به کشورهای منطقه را رد می‌کند و دیپلمات پاکستانی با لبخند تابلوی خط نستعلیق پشت سر عزیزی را نشان می‌دهد. و سرانجام هنگامی که از بازنشستگی زودهنگام سخن می‌گوید و اینکه «در خرداد ۱۳۸۴ و تکیه احمدی‌نژاد بر صندلی صدارت که در حوزه سیاست خارجی ادبیاتی تا حدی ناهنجار و مواضعی تند و افراطی داشت. با همین لحن و موضع، مناسبات کشورمان را با جهان غرب مختل و توسعه اقتصادی کشور را کند کرد، حتی به عقب برد و بر شمار دشمنان کشور نیز افزود.» احساس می‌کنم که آن سوی دیوار و این سوی دیوار همچون دوران جوانی و دانشجویی چگونه دوباره یکدیگر را درک می‌کنند! bbox=[92, 1689, 458, 1784]
paragraph: برنامه جاری از شرایط حساس و انقلابی آلمان چنین برمی‌آمد که داد نمی‌توانست با سیاست‌های برلین کنار بیاید و روز به روز از محافل رسمی دورتر می‌شد. bbox=[787, 1589, 956, 1636]
paragraph: نداشته و حتی با آنها همدل نیز بوده، از درود هیتلری خودداری می‌کنند و به همین دلیل مورد ضرب و شتم قرار می‌گیرند. bbox=[488, 402, 656, 437]
book-subtitle: برگه‌های خاطرات سیاسی bbox=[88, 1432, 226, 1445]
paragraph: برنامه هماهنگ‌سازی که نازی‌ها در پیش گرفته بودند، در همان روزهایی که داد به برلین رسید، همه نهادهای جامعه را دربر گرفته بود و برای هر گونه مخالفتی جایی باقی نمی‌گذاشت تا جبهه‌ای تمام‌عیار را بر ضد دیگران بگشاید. bbox=[787, 868, 956, 927]
header-color-bar bbox=[67, 90, 1607, 96]
paragraph: پس از این رخداد، پیشنهاد مِسِراسمیت یکی از مقامات سفارت به داد که خواستار اخطاردادن وزارت امور خارجه به شهروندان آمریکایی در سفر به آلمان بود تا از سفر به این کشور خودداری کنند با موافقت داد مواجه نمی‌شود و او همچنان کوشش می‌کند تا با خویشتن‌داری و مدارا با دولت آلمان رفتار کند. bbox=[488, 1175, 656, 1258]
paragraph: می‌آمد، حساس و حساس‌تر شد و سرانجام راه خودش را رفت. bbox=[488, 1850, 656, 1872]
paragraph: نگاه آقای سفیر (ویلیام داد) و دخترش (مارتا) با روندی که نازی‌ها برای به دست آوردن قدرت طی کردند بهتر آشنا می‌کند و در روایتی جذاب و مستند، به شناخت دقیق‌تری از هیتلر و همراهان او دست می‌یابیم. bbox=[1178, 804, 1346, 862]
paragraph: بی‌حساب و کتاب اصرار می‌کرد. برای اثرگذاری بر نگاه خوش‌بینانه خودش دلخوش نبود، به او احساس دلبستگی می‌کرد. نهایتاً نیز در حالی با هم خداحافظی کردند که مارتا، بی‌هیچ تغییری در نگاهش همچنان به آینده آلمان امیدوار بود. bbox=[977, 746, 1147, 805]
paragraph: سرانجام خانواده داد در منطقه تیرگارتن، خانه‌ای را اجاره می‌کنند. در همان روزها داد در جلسه‌ای با مقامات وزارت خارجه آلمان، از رفتار خشونت‌آمیز نیروهای اس‌آ با شهروندان آمریکایی گلایه می‌کند. bbox=[787, 1347, 956, 1406]
divider bbox=[67, 179, 1607, 181]
article-column bbox=[977, 746, 1147, 1170]
paragraph: او با دیپلماتی خارجی برای دیدار، نشسته در پشت وانتی که کف آن دراز کشیده‌اند، به سفارت می‌برند. عزیزی در صفحه‌ای می‌نویسد که پس از ۳۰ سال از این ماجرا اما، هنوز این اتفاق به صورت شفاف در معرض داوری قرار نگرفته است. bbox=[92, 1131, 458, 1166]
paragraph: این کشور از این بابت، حتی این مسأله هم به دولت مربوط نمی‌شود و در این باره نیز کاری از دست ما ساخته نیست، جز برای آن دسته از شهروندان‌مان که قربانی چنین رفتارهایی باشند. ما باید از آنها حمایت کنیم و هرگونه که ممکن است از اعمال خشونت علیه آنان جلوگیری کنیم. bbox=[1178, 427, 1346, 509]
paragraph: مدتی طول کشید تا هر یک از هیأت‌ها جای آنان را گرفتند. دلیل جالب بودن خاطرات عزیزی برای من این است که من نیز دیدگاه‌های خود را همراه با ذکر روندی از زندگی‌ام نوشته‌ام. bbox=[92, 887, 317, 922]
meta-publisher: انتشارات: هرمس bbox=[998, 1451, 1135, 1466]
article-column bbox=[1368, 1348, 1536, 1811]
paragraph: پس از این رخداد، پیشنهاد مِسِراسمیت یکی از مقامات سفارت به داد که خواستار اخطاردادن وزارت امور خارجه به شهروندان آمریکایی در سفر به آلمان بود تا از سفر به این کشور خودداری کنند با موافقت داد مواجه نمی‌شود و او همچنان کوشش می‌کند تا با خویشتن‌داری و مدارا با دولت آلمان رفتار کند. bbox=[488, 1470, 656, 1553]
paragraph: مدتی طول کشید تا هر یک از هیأت‌ها جای آنان را گرفتند. دلیل جالب بودن خاطرات عزیزی برای من این است که من نیز دیدگاه‌های خود را همراه با ذکر روندی از زندگی‌ام نوشته‌ام. bbox=[92, 851, 317, 885]
paragraph: پس از این رخداد، پیشنهاد مِسِراسمیت یکی از مقامات سفارت به داد که خواستار اخطاردادن وزارت امور خارجه به شهروندان آمریکایی در سفر به آلمان بود تا از سفر به این کشور خودداری کنند با موافقت داد مواجه نمی‌شود و او همچنان کوشش می‌کند تا با خویشتن‌داری و مدارا با دولت آلمان رفتار کند. bbox=[488, 734, 656, 816]
paragraph: برنامه هماهنگ‌سازی که نازی‌ها در پیش گرفته بودند، در همان روزهایی که داد به برلین رسید، همه نهادهای جامعه را دربر گرفته بود و برای هر گونه مخالفتی جایی باقی نمی‌گذاشت تا جبهه‌ای تمام‌عیار را بر ضد دیگران بگشاید. bbox=[787, 990, 956, 1049]
section-heading: به سوی برلین bbox=[1443, 1328, 1536, 1344]
meta-price: قیمت: ۳۸۰۰۰۰ تومان bbox=[89, 1498, 226, 1514]
paragraph: این کشور از این بابت، حتی این مسأله هم به دولت مربوط نمی‌شود و در این باره نیز کاری از دست ما ساخته نیست، جز برای آن دسته از شهروندان‌مان که قربانی چنین رفتارهایی باشند. ما باید از آنها حمایت کنیم و هرگونه که ممکن است از اعمال خشونت علیه آنان جلوگیری کنیم. bbox=[1178, 719, 1346, 801]
article-column bbox=[488, 254, 656, 1881]
paragraph: پس از این رخداد، پیشنهاد مِسِراسمیت یکی از مقامات سفارت به داد که خواستار اخطاردادن وزارت امور خارجه به شهروندان آمریکایی در سفر به آلمان بود تا از سفر به این کشور خودداری کنند با موافقت داد مواجه نمی‌شود و او همچنان کوشش می‌کند تا با خویشتن‌داری و مدارا با دولت آلمان رفتار کند. bbox=[488, 881, 656, 963]
paragraph: روز بعد خانواده داد با کشتی عازم هامبورگ می‌شوند: «خبرنگاران پس از طرح پرسش‌هایشان، از داد و همراهان او خواستند که برای عکس گرفتن در کنار نرده کشتی بایستند.» این آغاز سفری بود که زندگی همه اعضای خانواده را دگرگون کرد. bbox=[1178, 1699, 1346, 1770]
paragraph: سرانجام خانواده داد در منطقه تیرگارتن، خانه‌ای را اجاره می‌کنند. در همان روزها داد در جلسه‌ای با مقامات وزارت خارجه آلمان، از رفتار خشونت‌آمیز نیروهای اس‌آ با شهروندان آمریکایی گلایه می‌کند. bbox=[787, 1164, 956, 1223]
paragraph: او با دیپلماتی خارجی برای دیدار، نشسته در پشت وانتی که کف آن دراز کشیده‌اند، به سفارت می‌برند. عزیزی در صفحه‌ای می‌نویسد که پس از ۳۰ سال از این ماجرا اما، هنوز این اتفاق به صورت شفاف در معرض داوری قرار نگرفته است. bbox=[92, 1020, 458, 1054]
paragraph: پس از این رخداد، پیشنهاد مِسِراسمیت یکی از مقامات سفارت به داد که خواستار اخطاردادن وزارت امور خارجه به شهروندان آمریکایی در سفر به آلمان بود تا از سفر به این کشور خودداری کنند با موافقت داد مواجه نمی‌شود و او همچنان کوشش می‌کند تا با خویشتن‌داری و مدارا با دولت آلمان رفتار کند. bbox=[488, 1028, 656, 1110]
paragraph: از کتاب خاطرات احمد عزیزی چنین برمی‌آید که شاید با تفاوت حداکثر یک سال با نویسنده هم‌سن‌وسال هستیم و کودکی و جوانی را در شرایط مشابهی طی کرده‌ایم. با همان تفاوت یک‌ساله همدوره دانشگاه بوده‌ایم و در دوران دانشجویی فعالیت‌های سیاسی هم داشته‌ایم. bbox=[92, 437, 350, 484]
paragraph: روز بعد خانواده داد با کشتی عازم هامبورگ می‌شوند: «خبرنگاران پس از طرح پرسش‌هایشان، از داد و همراهان او خواستند که برای عکس گرفتن در کنار نرده کشتی بایستند.» این آغاز سفری بود که زندگی همه اعضای خانواده را دگرگون کرد. bbox=[1178, 1115, 1346, 1186]
paragraph: برنامه هماهنگ‌سازی که نازی‌ها در پیش گرفته بودند، در همان روزهایی که داد به برلین رسید، همه نهادهای جامعه را دربر گرفته بود و برای هر گونه مخالفتی جایی باقی نمی‌گذاشت تا جبهه‌ای تمام‌عیار را بر ضد دیگران بگشاید. bbox=[787, 746, 956, 805]
divider bbox=[67, 185, 1607, 186]
date-text: شنبه ۲۹ آذر ۱۴۰۴ bbox=[1365, 107, 1448, 118]
article-column bbox=[787, 746, 956, 1138]
paragraph: داد در یادداشت‌های روزانه‌اش از بیم و امید این روزها نوشته است. bbox=[675, 1600, 775, 1634]
paragraph: مارتا در میهمانی‌های برلین با چهره‌های سرشناس حزب نازی آشنا شد و کم‌کم دریافت که در پشت ظاهر آراسته شهر، خشونتی سازمان‌یافته جریان دارد. bbox=[977, 1631, 1147, 1678]
paragraph: روز بعد خانواده داد با کشتی عازم هامبورگ می‌شوند: «خبرنگاران پس از طرح پرسش‌هایشان، از داد و همراهان او خواستند که برای عکس گرفتن در کنار نرده کشتی بایستند.» این آغاز سفری بود که زندگی همه اعضای خانواده را دگرگون کرد. bbox=[1178, 896, 1346, 966]
paragraph: نگاه آقای سفیر (ویلیام داد) و دخترش (مارتا) با روندی که نازی‌ها برای به دست آوردن قدرت طی کردند بهتر آشنا می‌کند و در روایتی جذاب و مستند، به شناخت دقیق‌تری از هیتلر و همراهان او دست می‌یابیم. bbox=[1178, 512, 1346, 570]
cover-lettering: احمد عزیزی — شتای عمر — برگه‌های خاطرات سیاسی bbox=[94, 1234, 211, 1254]
paragraph: مارتا در میهمانی‌های برلین با چهره‌های سرشناس حزب نازی آشنا شد و کم‌کم دریافت که در پشت ظاهر آراسته شهر، خشونتی سازمان‌یافته جریان دارد. bbox=[977, 1582, 1147, 1629]
paragraph: ویلیام داد (William Dodd)، نویسنده و استاد تاریخ در دانشگاه شیکاگو (۱۸۶۹-۱۹۴۰) مأموریت یافت تا در سال ۱۹۳۳ راهی برلین شود و هدایت سفارتخانه آمریکا در آلمان را برعهده گیرد. هنگامی که داد راهی برلین شد، دولت آلمان در آستانه دگرگونی‌هایی قرار داشت و آقای سفیر با خود می‌اندیشید که می‌تواند با دولت تازه به تفاهم برسد. bbox=[1368, 1056, 1536, 1152]
ahmad-azizi-portrait bbox=[325, 852, 458, 1013]
paragraph: نداشته و حتی با آنها همدل نیز بوده، از درود هیتلری خودداری می‌کنند و به همین دلیل مورد ضرب و شتم قرار می‌گیرند. bbox=[488, 844, 656, 878]
paragraph: می‌آمد، حساس و حساس‌تر شد و سرانجام راه خودش را رفت. bbox=[488, 966, 656, 989]
paragraph: می‌آمد، حساس و حساس‌تر شد و سرانجام راه خودش را رفت. bbox=[488, 818, 656, 841]
paragraph: کشورش برای من به عنوان یک خواننده جاذبه دارد. این جاذبه برای هم دوستانم در وزارت خارجه کشورمان و نیز همه کسانی که نقشی در دیپلماسی دارند، کمتر از من نیست. bbox=[476, 2111, 649, 2158]
paragraph: پس از این رخداد، پیشنهاد مِسِراسمیت یکی از مقامات سفارت به داد که خواستار اخطاردادن وزارت امور خارجه به شهروندان آمریکایی در سفر به آلمان بود تا از سفر به این کشور خودداری کنند با موافقت داد مواجه نمی‌شود و او همچنان کوشش می‌کند تا با خویشتن‌داری و مدارا با دولت آلمان رفتار کند. bbox=[488, 1617, 656, 1700]
meta-author: نویسنده: اریک لارسن bbox=[998, 1420, 1135, 1435]
paragraph: پس از این رخداد، پیشنهاد مِسِراسمیت یکی از مقامات سفارت به داد که خواستار اخطاردادن وزارت امور خارجه به شهروندان آمریکایی در سفر به آلمان بود تا از سفر به این کشور خودداری کنند با موافقت داد مواجه نمی‌شود و او همچنان کوشش می‌کند تا با خویشتن‌داری و مدارا با دولت آلمان رفتار کند. bbox=[488, 586, 656, 669]
main-subtitle-1: نگاهی به کتاب در باغ حیوانات bbox=[1163, 329, 1536, 359]
paragraph: روز بعد خانواده داد با کشتی عازم هامبورگ می‌شوند: «خبرنگاران پس از طرح پرسش‌هایشان، از داد و همراهان او خواستند که برای عکس گرفتن در کنار نرده کشتی بایستند.» این آغاز سفری بود که زندگی همه اعضای خانواده را دگرگون کرد. bbox=[1178, 1626, 1346, 1697]
photo-caption: خانواده داد پس از ورودشان به آلمان. از چپ به راست: مارتا اکلس داد، ویلیام ادوارد داد جونیور، ویلیام ادوارد داد سینیور، و مارتا (متی) آیدا جانز داد bbox=[685, 255, 764, 350]
paragraph: ماجرای خلبان شوروی عراقی و سقوط هواپیما، مذاکرات تسخیرکنندگان و سفر او به پاسگاه محل حادثه و گزارش کلیشه‌ای که در حوزه استحفاظی تهیه شد، از بخش‌های خواندنی کتاب است. bbox=[244, 1216, 458, 1262]
paragraph: نیومی کلاین، «ممنون که دیر آمدید» اثر توماس فریدمن و «در باغ حیوانات» اثر اریک لارسن را به فارسی برگردانده است. اگر به ترجمه‌های عزیزی بنگریم، درمی‌یابیم که او با دقت آثاری را برمی‌گزیند که به سیاست جهانی و روابط بین‌الملل می‌پردازند. bbox=[1144, 1875, 1334, 1933]
paragraph: پس از این رخداد، پیشنهاد مِسِراسمیت یکی از مقامات سفارت به داد که خواستار اخطاردادن وزارت امور خارجه به شهروندان آمریکایی در سفر به آلمان بود تا از سفر به این کشور خودداری کنند با موافقت داد مواجه نمی‌شود و او همچنان کوشش می‌کند تا با خویشتن‌داری و مدارا با دولت آلمان رفتار کند. bbox=[488, 438, 656, 521]
meta-translator: مترجم: احمد عزیزی bbox=[998, 1435, 1135, 1451]
paragraph: ماجرای خلبان شوروی عراقی و سقوط هواپیما، مذاکرات تسخیرکنندگان و سفر او به پاسگاه محل حادثه و گزارش کلیشه‌ای که در حوزه استحفاظی تهیه شد، از بخش‌های خواندنی کتاب است. bbox=[244, 1314, 458, 1360]
paragraph: بخش پایانی کتاب درباره «قزوین من» و زندگی نوجوانی و وقایع آن شیرین است. bbox=[168, 2117, 458, 2128]
paragraph: بخش پایانی کتاب درباره «قزوین من» و زندگی نوجوانی و وقایع آن شیرین است. bbox=[168, 1786, 458, 1797]
azizi-fischer-photo bbox=[662, 1861, 926, 2090]
paragraph: احمد عزیزی، مترجم و دیپلمات بازنشسته، سال ۱۳۲۲ در شهر قزوین زاده شد. او که در مدرسه عالی بازرگانی تهران و دانشگاه جورج واشینگتن آمریکا تحصیل کرده، سال‌ها در وزارت امور خارجه خدمت کرده است. bbox=[1347, 1996, 1530, 2056]
bottom-column bbox=[1144, 1874, 1334, 2176]
paragraph: بخش پایانی کتاب درباره «قزوین من» و زندگی نوجوانی و وقایع آن شیرین است. bbox=[168, 1676, 458, 1686]
side-column bbox=[92, 339, 350, 654]
cover-lettering: IN THE GARDEN OF BEASTS — ERIK LARSON bbox=[695, 1406, 755, 1452]
social-badge[interactable] bbox=[1246, 133, 1446, 158]
paragraph: می‌آمد، حساس و حساس‌تر شد و سرانجام راه خودش را رفت. bbox=[488, 1703, 656, 1725]
side-column bbox=[92, 1578, 458, 2173]
paragraph: مارتا در میهمانی‌های برلین با چهره‌های سرشناس حزب نازی آشنا شد و کم‌کم دریافت که در پشت ظاهر آراسته شهر، خشونتی سازمان‌یافته جریان دارد. bbox=[977, 1730, 1147, 1776]
paragraph: نداشته و حتی با آنها همدل نیز بوده، از درود هیتلری خودداری می‌کنند و به همین دلیل مورد ضرب و شتم قرار می‌گیرند. bbox=[488, 1580, 656, 1615]
section-heading: روایت‌های هولناک bbox=[1226, 876, 1346, 891]
erik-larson-portrait bbox=[687, 746, 762, 829]
